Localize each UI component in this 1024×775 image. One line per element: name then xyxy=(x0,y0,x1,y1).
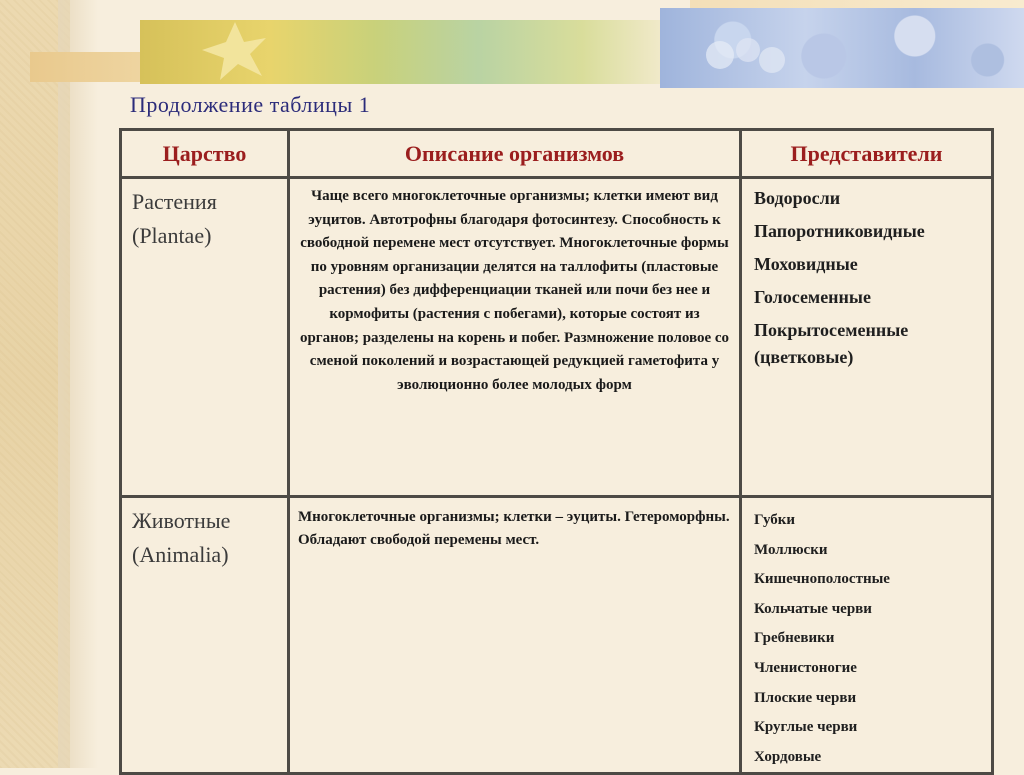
representative-item: Губки xyxy=(754,512,796,528)
representative-item: Круглые черви xyxy=(754,719,858,736)
description-text: Чаще всего многоклеточные организмы; клетки имеют вид эуцитов. Автотрофны благодаря фотосинтезу. Способность к свободной перемене мест отсутствует. Многоклеточные формы по уровням организации делятся на таллофиты (пластовые растения) без дифференциации тканей или почи без нее и кормофиты (растения с побегами), которые состоят из органов; разделены на корень и побег. Размножение половое со сменой поколений и возрастающей редукцией гаметофита у эволюционно более молодых форм xyxy=(299,188,730,393)
description-cell xyxy=(289,178,741,497)
kingdom-name: Растения xyxy=(132,189,217,214)
header-kingdom: Царство xyxy=(121,130,289,178)
kingdom-cell xyxy=(121,178,289,497)
background-left-shade xyxy=(58,0,98,768)
flower-decoration-icon xyxy=(700,30,790,80)
kingdoms-table xyxy=(119,128,994,775)
representative-item: Моллюски xyxy=(754,541,828,558)
representative-item: Гребневики xyxy=(754,630,835,647)
representative-item: Моховидные xyxy=(754,254,858,274)
representatives-cell xyxy=(741,178,993,497)
kingdom-latin-name: (Plantae) xyxy=(132,223,212,248)
representative-item: Кишечнополостные xyxy=(754,571,890,588)
description-cell xyxy=(289,497,741,774)
representative-item: Кольчатые черви xyxy=(754,600,872,617)
header-representatives: Представители xyxy=(741,130,993,178)
representative-item: Хордовые xyxy=(754,748,822,765)
kingdom-cell xyxy=(121,497,289,774)
table-row xyxy=(121,497,993,774)
representatives-cell xyxy=(741,497,993,774)
representative-item: Покрытосеменные (цветковые) xyxy=(754,320,909,367)
description-text: Многоклеточные организмы; клетки – эуциты. Гетероморфны. Обладают свободой перемены мест. xyxy=(298,509,730,548)
representative-item: Водоросли xyxy=(754,188,841,208)
table-row xyxy=(121,178,993,497)
representative-item: Членистоногие xyxy=(754,659,857,676)
decorative-banner xyxy=(0,0,1024,88)
representative-item: Папоротниковидные xyxy=(754,221,925,241)
representative-item: Плоские черви xyxy=(754,689,857,706)
kingdom-latin-name: (Animalia) xyxy=(132,542,229,567)
page-title: Продолжение таблицы 1 xyxy=(130,92,371,117)
kingdom-name: Животные xyxy=(132,508,231,533)
representative-item: Голосеменные xyxy=(754,287,871,307)
header-description: Описание организмов xyxy=(289,130,741,178)
leaf-decoration-icon xyxy=(200,20,270,82)
table-header-row xyxy=(121,130,993,178)
